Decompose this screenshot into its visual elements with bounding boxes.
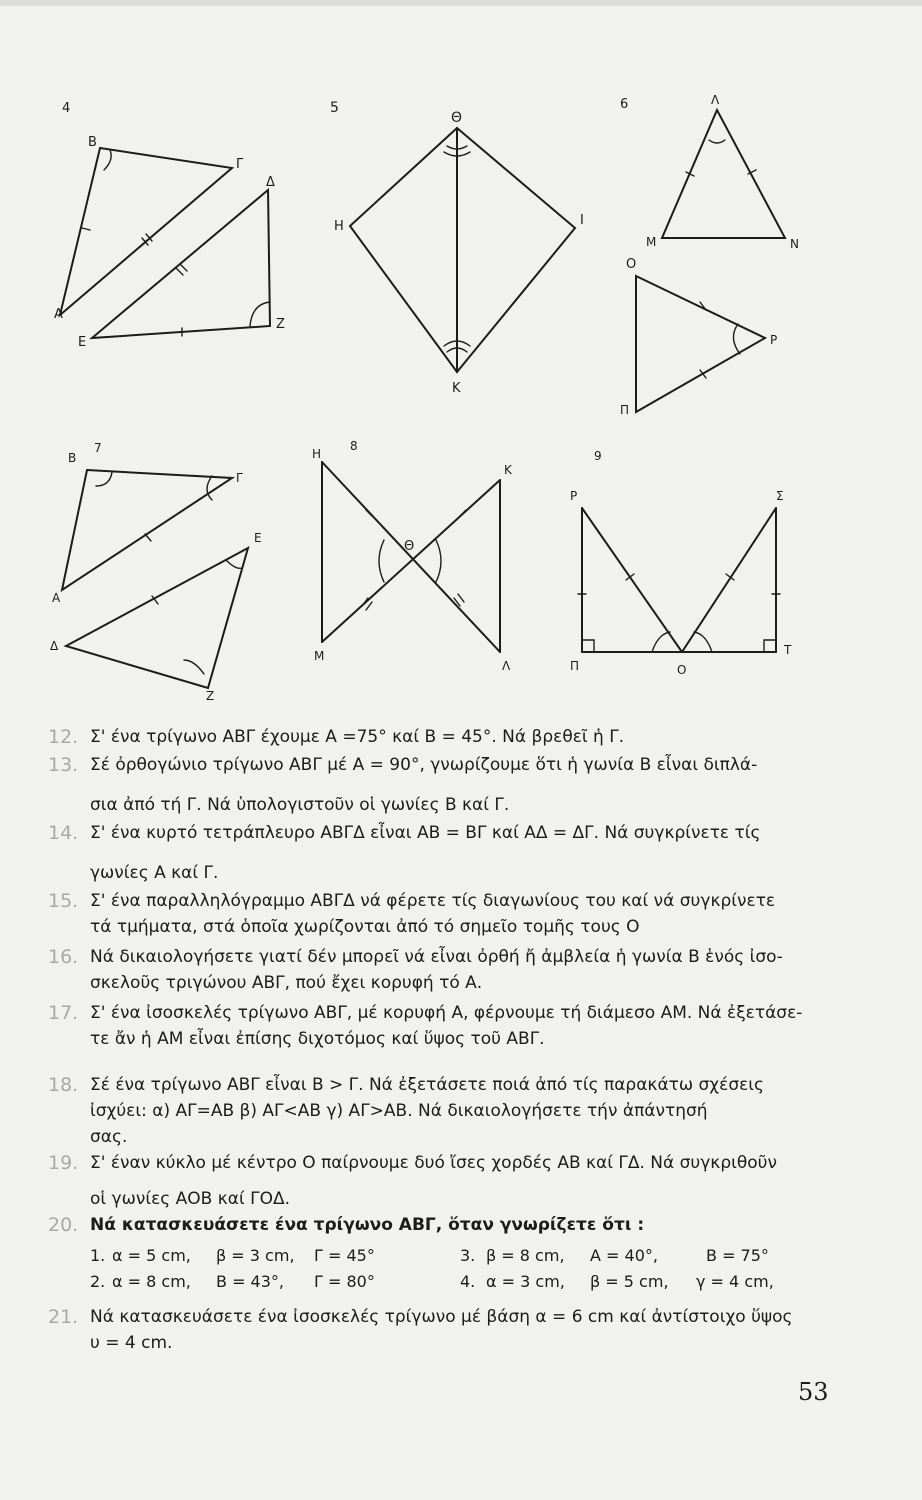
vertex-label: Β: [88, 135, 97, 150]
vertex-label: Γ: [236, 157, 244, 172]
exercise-number: 15.: [48, 890, 79, 912]
exercise-number: 14.: [48, 822, 79, 844]
exercise-text: υ = 4 cm.: [90, 1333, 173, 1353]
figure-4-triangle-abg: [60, 148, 232, 315]
exercise-21: [48, 1304, 838, 1356]
exercise-text: Νά κατασκευάσετε ένα τρίγωνο ΑΒΓ, ὅταν γνωρίζετε ὅτι :: [90, 1215, 645, 1235]
given-value: Β = 43°,: [216, 1272, 284, 1291]
exercise-text: Νά δικαιολογήσετε γιατί δέν μπορεῖ νά εἶναι ὀρθή ἤ ἀμβλεία ἡ γωνία Β ἑνός ἰσο-: [90, 947, 783, 967]
figure-6-triangle-orp: [636, 276, 765, 412]
exercise-number: 12.: [48, 726, 79, 748]
given-value: β = 5 cm,: [590, 1272, 669, 1291]
page-number: 53: [798, 1378, 829, 1406]
item-number: 3.: [460, 1246, 476, 1265]
vertex-label: Θ: [404, 539, 415, 554]
figure-number: 4: [62, 101, 71, 116]
exercise-text: Σέ ένα τρίγωνο ΑΒΓ εἶναι Β > Γ. Νά ἐξετάσετε ποιά ἀπό τίς παρακάτω σχέσεις: [90, 1075, 765, 1095]
given-value: Γ = 80°: [314, 1272, 375, 1291]
vertex-label: Ο: [677, 663, 687, 677]
exercise-text: γωνίες Α καί Γ.: [90, 863, 219, 883]
item-number: 2.: [90, 1272, 106, 1291]
exercise-text: σας.: [90, 1127, 128, 1147]
exercise-text: σκελοῦς τριγώνου ΑΒΓ, πού ἔχει κορυφή τό Α.: [90, 973, 483, 993]
vertex-label: Μ: [646, 235, 657, 249]
given-value: γ = 4 cm,: [696, 1272, 774, 1291]
vertex-label: Α: [54, 307, 63, 322]
vertex-label: Ν: [790, 237, 799, 251]
exercise-number: 19.: [48, 1152, 79, 1174]
vertex-label: Λ: [711, 93, 720, 107]
vertex-label: Π: [620, 403, 630, 417]
exercise-13: [48, 752, 838, 818]
exercise-text: Σέ ὀρθογώνιο τρίγωνο ΑΒΓ μέ Α = 90°, γνωρίζουμε ὅτι ἡ γωνία Β εἶναι διπλά-: [90, 755, 758, 775]
exercise-14: [48, 820, 838, 886]
vertex-label: Ρ: [570, 489, 578, 503]
figure-number: 6: [620, 97, 629, 112]
vertex-label: Σ: [776, 489, 784, 503]
exercise-number: 17.: [48, 1002, 79, 1024]
exercise-20: [48, 1212, 838, 1238]
vertex-label: Ζ: [276, 317, 285, 332]
exercise-text: τά τμήματα, στά ὁποῖα χωρίζονται ἀπό τό σημεῖο τομῆς τους Ο: [90, 917, 640, 937]
exercise-text: σια ἀπό τή Γ. Νά ὑπολογιστοῦν οἱ γωνίες Β καί Γ.: [90, 795, 510, 815]
given-value: β = 8 cm,: [486, 1246, 565, 1265]
exercise-number: 21.: [48, 1306, 79, 1328]
figure-5-kite: [350, 128, 575, 372]
exercise-text: Σ' ένα ἰσοσκελές τρίγωνο ΑΒΓ, μέ κορυφή Α, φέρνουμε τή διάμεσο ΑΜ. Νά ἐξετάσε-: [90, 1003, 803, 1023]
given-value: Α = 40°,: [590, 1246, 658, 1265]
vertex-label: Τ: [784, 643, 792, 657]
exercise-text: Σ' ένα τρίγωνο ΑΒΓ έχουμε Α =75° καί Β = 45°. Νά βρεθεῖ ἡ Γ.: [90, 727, 625, 747]
item-number: 4.: [460, 1272, 476, 1291]
item-number: 1.: [90, 1246, 106, 1265]
given-value: α = 3 cm,: [486, 1272, 565, 1291]
vertex-label: Ο: [626, 257, 637, 272]
exercise-16: [48, 944, 838, 996]
figure-8-bowtie: [322, 462, 500, 652]
vertex-label: Π: [570, 659, 580, 673]
vertex-label: Λ: [502, 659, 511, 673]
given-value: α = 8 cm,: [112, 1272, 191, 1291]
figure-number: 8: [350, 439, 358, 453]
vertex-label: Ι: [580, 213, 584, 228]
figure-7-triangle-bga: [62, 470, 232, 590]
figure-9-two-triangles: [578, 508, 780, 652]
given-value: β = 3 cm,: [216, 1246, 295, 1265]
vertex-label: Ε: [254, 531, 262, 545]
vertex-label: Η: [312, 447, 322, 461]
exercise-text: Σ' έναν κύκλο μέ κέντρο Ο παίρνουμε δυό ἴσες χορδές ΑΒ καί ΓΔ. Νά συγκριθοῦν: [90, 1153, 778, 1173]
exercise-12: [48, 724, 838, 750]
exercise-17: [48, 1000, 838, 1052]
exercise-text: ἰσχύει: α) ΑΓ=ΑΒ β) ΑΓ<ΑΒ γ) ΑΓ>ΑΒ. Νά δικαιολογήσετε τήν ἀπάντησή: [90, 1101, 708, 1121]
vertex-label: Ε: [78, 335, 87, 350]
given-value: Β = 75°: [706, 1246, 769, 1265]
vertex-label: Δ: [266, 175, 275, 190]
vertex-label: Δ: [50, 639, 59, 653]
figure-6-triangle-lmn: [662, 110, 785, 238]
figure-number: 7: [94, 441, 102, 455]
vertex-label: Ζ: [206, 689, 215, 703]
exercise-19: [48, 1150, 838, 1212]
figures-panel: [0, 0, 922, 720]
exercise-number: 20.: [48, 1214, 79, 1236]
vertex-label: Α: [52, 591, 61, 605]
vertex-label: Γ: [236, 471, 243, 485]
figure-number: 5: [330, 100, 339, 116]
vertex-label: Κ: [452, 381, 461, 396]
vertex-label: Β: [68, 451, 77, 465]
exercise-text: Νά κατασκευάσετε ένα ἰσοσκελές τρίγωνο μέ βάση α = 6 cm καί ἀντίστοιχο ὕψος: [90, 1307, 793, 1327]
given-value: Γ = 45°: [314, 1246, 375, 1265]
exercise-number: 18.: [48, 1074, 79, 1096]
exercise-text: Σ' ένα παραλληλόγραμμο ΑΒΓΔ νά φέρετε τίς διαγωνίους του καί νά συγκρίνετε: [90, 891, 776, 911]
vertex-label: Ρ: [770, 333, 778, 347]
exercise-text: Σ' ένα κυρτό τετράπλευρο ΑΒΓΔ εἶναι ΑΒ = ΒΓ καί ΑΔ = ΔΓ. Νά συγκρίνετε τίς: [90, 823, 761, 843]
exercise-number: 16.: [48, 946, 79, 968]
vertex-label: Θ: [451, 110, 463, 126]
figure-number: 9: [594, 449, 602, 463]
vertex-label: Η: [334, 219, 344, 234]
vertex-label: Κ: [504, 463, 512, 477]
exercise-number: 13.: [48, 754, 79, 776]
exercise-18: [48, 1072, 838, 1150]
exercise-text: τε ἄν ἡ ΑΜ εἶναι ἐπίσης διχοτόμος καί ὕψος τοῦ ΑΒΓ.: [90, 1029, 545, 1049]
exercise-text: οἱ γωνίες ΑΟΒ καί ΓΟΔ.: [90, 1189, 291, 1209]
vertex-label: Μ: [314, 649, 325, 663]
given-value: α = 5 cm,: [112, 1246, 191, 1265]
exercise-15: [48, 888, 838, 940]
